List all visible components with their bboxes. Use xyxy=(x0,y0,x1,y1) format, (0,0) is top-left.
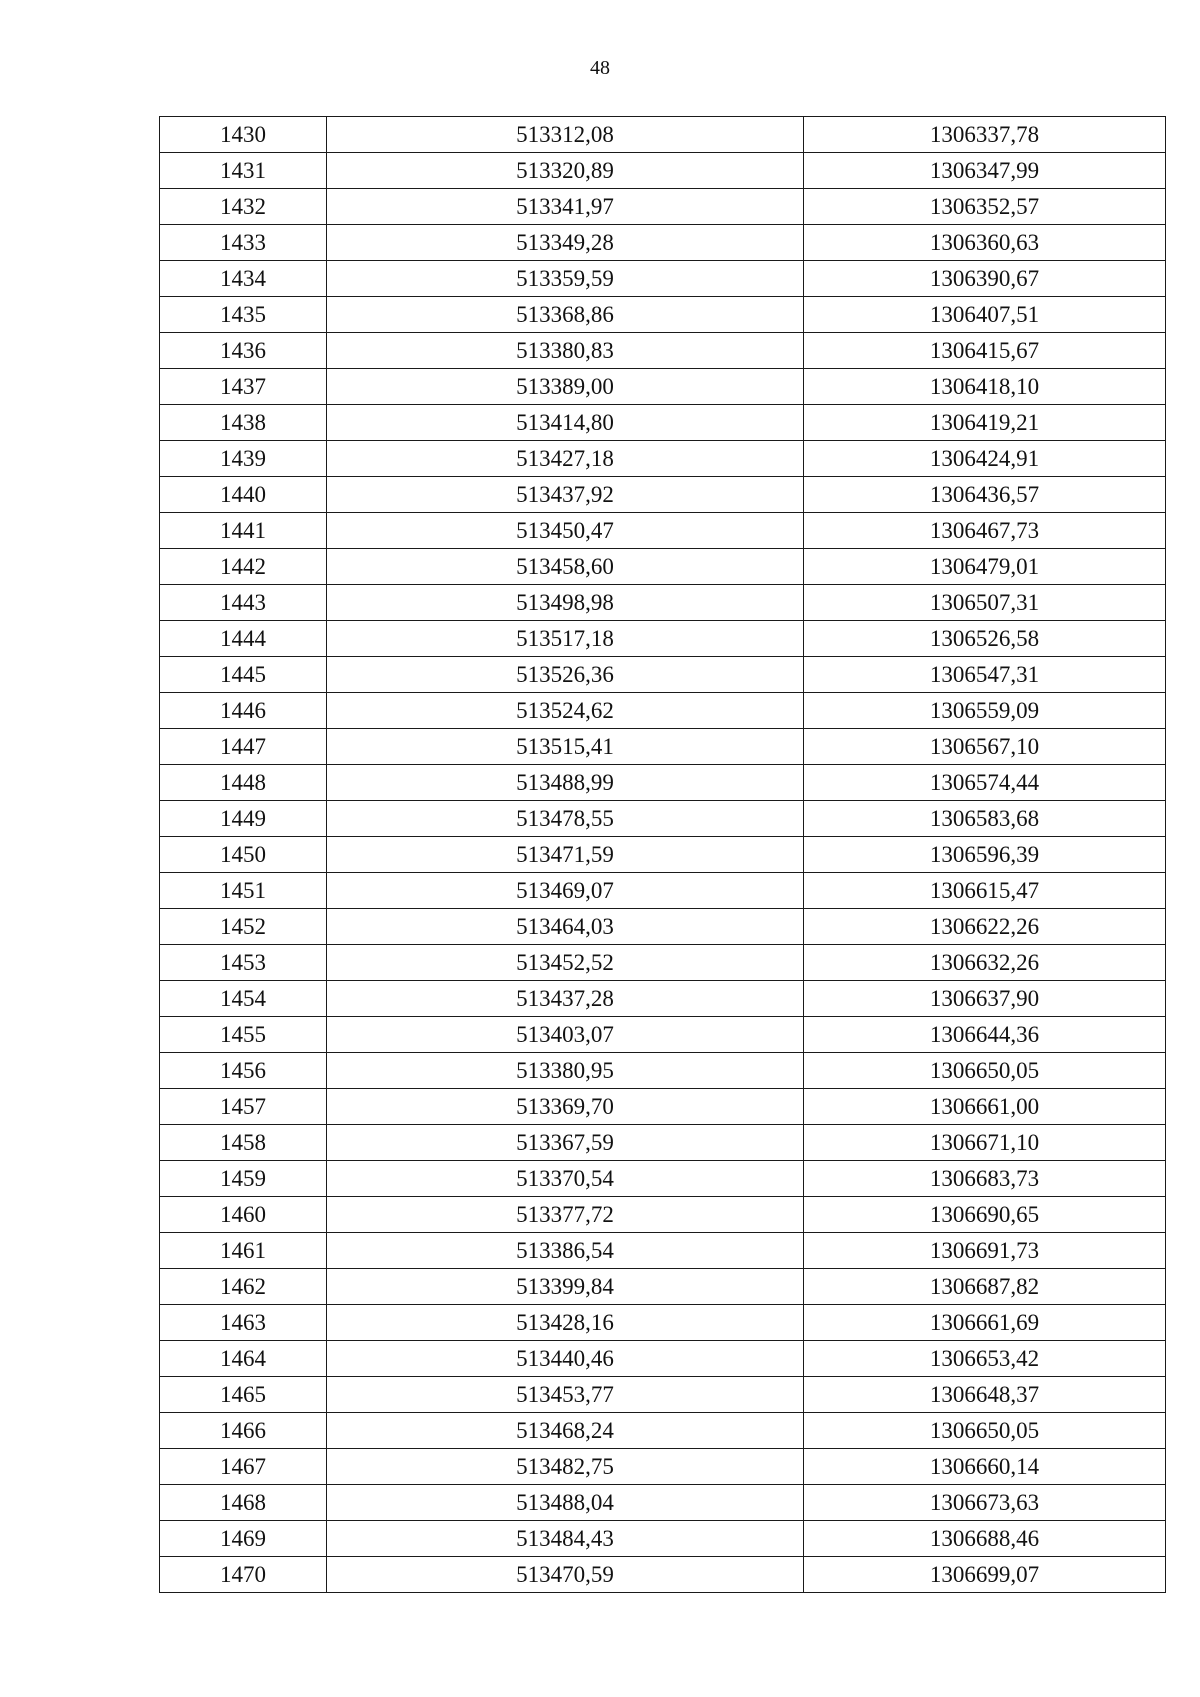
y-coordinate-cell: 1306644,36 xyxy=(804,1017,1166,1053)
table-row xyxy=(160,1017,1166,1053)
y-coordinate-cell: 1306661,00 xyxy=(804,1089,1166,1125)
y-coordinate-cell: 1306347,99 xyxy=(804,153,1166,189)
x-coordinate-cell: 513399,84 xyxy=(327,1269,804,1305)
x-coordinate-cell: 513524,62 xyxy=(327,693,804,729)
table-row xyxy=(160,1413,1166,1449)
x-coordinate-cell: 513450,47 xyxy=(327,513,804,549)
table-row xyxy=(160,117,1166,153)
x-coordinate-cell: 513470,59 xyxy=(327,1557,804,1593)
table-row xyxy=(160,1521,1166,1557)
point-number-cell: 1469 xyxy=(160,1521,327,1557)
x-coordinate-cell: 513368,86 xyxy=(327,297,804,333)
table-row xyxy=(160,801,1166,837)
x-coordinate-cell: 513367,59 xyxy=(327,1125,804,1161)
table-row xyxy=(160,225,1166,261)
table-row xyxy=(160,1485,1166,1521)
x-coordinate-cell: 513453,77 xyxy=(327,1377,804,1413)
x-coordinate-cell: 513349,28 xyxy=(327,225,804,261)
y-coordinate-cell: 1306690,65 xyxy=(804,1197,1166,1233)
table-row xyxy=(160,549,1166,585)
y-coordinate-cell: 1306687,82 xyxy=(804,1269,1166,1305)
y-coordinate-cell: 1306507,31 xyxy=(804,585,1166,621)
table-row xyxy=(160,369,1166,405)
point-number-cell: 1457 xyxy=(160,1089,327,1125)
point-number-cell: 1438 xyxy=(160,405,327,441)
point-number-cell: 1458 xyxy=(160,1125,327,1161)
x-coordinate-cell: 513414,80 xyxy=(327,405,804,441)
x-coordinate-cell: 513403,07 xyxy=(327,1017,804,1053)
x-coordinate-cell: 513469,07 xyxy=(327,873,804,909)
table-row xyxy=(160,1053,1166,1089)
point-number-cell: 1437 xyxy=(160,369,327,405)
point-number-cell: 1464 xyxy=(160,1341,327,1377)
point-number-cell: 1456 xyxy=(160,1053,327,1089)
point-number-cell: 1444 xyxy=(160,621,327,657)
y-coordinate-cell: 1306632,26 xyxy=(804,945,1166,981)
point-number-cell: 1454 xyxy=(160,981,327,1017)
x-coordinate-cell: 513380,83 xyxy=(327,333,804,369)
point-number-cell: 1450 xyxy=(160,837,327,873)
x-coordinate-cell: 513515,41 xyxy=(327,729,804,765)
table-row xyxy=(160,261,1166,297)
x-coordinate-cell: 513488,99 xyxy=(327,765,804,801)
x-coordinate-cell: 513428,16 xyxy=(327,1305,804,1341)
y-coordinate-cell: 1306547,31 xyxy=(804,657,1166,693)
x-coordinate-cell: 513464,03 xyxy=(327,909,804,945)
point-number-cell: 1448 xyxy=(160,765,327,801)
table-row xyxy=(160,1449,1166,1485)
point-number-cell: 1443 xyxy=(160,585,327,621)
point-number-cell: 1459 xyxy=(160,1161,327,1197)
x-coordinate-cell: 513312,08 xyxy=(327,117,804,153)
table-row xyxy=(160,1341,1166,1377)
y-coordinate-cell: 1306673,63 xyxy=(804,1485,1166,1521)
x-coordinate-cell: 513380,95 xyxy=(327,1053,804,1089)
table-row xyxy=(160,1269,1166,1305)
table-row xyxy=(160,153,1166,189)
point-number-cell: 1435 xyxy=(160,297,327,333)
point-number-cell: 1439 xyxy=(160,441,327,477)
y-coordinate-cell: 1306637,90 xyxy=(804,981,1166,1017)
table-row xyxy=(160,297,1166,333)
y-coordinate-cell: 1306648,37 xyxy=(804,1377,1166,1413)
table-row xyxy=(160,189,1166,225)
x-coordinate-cell: 513369,70 xyxy=(327,1089,804,1125)
point-number-cell: 1431 xyxy=(160,153,327,189)
point-number-cell: 1441 xyxy=(160,513,327,549)
x-coordinate-cell: 513526,36 xyxy=(327,657,804,693)
y-coordinate-cell: 1306526,58 xyxy=(804,621,1166,657)
point-number-cell: 1434 xyxy=(160,261,327,297)
table-row xyxy=(160,837,1166,873)
point-number-cell: 1446 xyxy=(160,693,327,729)
point-number-cell: 1433 xyxy=(160,225,327,261)
table-row xyxy=(160,1089,1166,1125)
y-coordinate-cell: 1306699,07 xyxy=(804,1557,1166,1593)
point-number-cell: 1451 xyxy=(160,873,327,909)
table-row xyxy=(160,765,1166,801)
table-row xyxy=(160,657,1166,693)
y-coordinate-cell: 1306407,51 xyxy=(804,297,1166,333)
point-number-cell: 1463 xyxy=(160,1305,327,1341)
table-row xyxy=(160,513,1166,549)
y-coordinate-cell: 1306574,44 xyxy=(804,765,1166,801)
table-row xyxy=(160,333,1166,369)
point-number-cell: 1461 xyxy=(160,1233,327,1269)
table-row xyxy=(160,945,1166,981)
y-coordinate-cell: 1306424,91 xyxy=(804,441,1166,477)
x-coordinate-cell: 513482,75 xyxy=(327,1449,804,1485)
x-coordinate-cell: 513458,60 xyxy=(327,549,804,585)
point-number-cell: 1455 xyxy=(160,1017,327,1053)
table-row xyxy=(160,1377,1166,1413)
table-row xyxy=(160,873,1166,909)
table-row xyxy=(160,585,1166,621)
point-number-cell: 1445 xyxy=(160,657,327,693)
point-number-cell: 1465 xyxy=(160,1377,327,1413)
x-coordinate-cell: 513488,04 xyxy=(327,1485,804,1521)
coordinates-table-body xyxy=(160,117,1166,1593)
point-number-cell: 1432 xyxy=(160,189,327,225)
point-number-cell: 1440 xyxy=(160,477,327,513)
point-number-cell: 1470 xyxy=(160,1557,327,1593)
point-number-cell: 1436 xyxy=(160,333,327,369)
x-coordinate-cell: 513370,54 xyxy=(327,1161,804,1197)
y-coordinate-cell: 1306390,67 xyxy=(804,261,1166,297)
y-coordinate-cell: 1306567,10 xyxy=(804,729,1166,765)
point-number-cell: 1430 xyxy=(160,117,327,153)
point-number-cell: 1468 xyxy=(160,1485,327,1521)
y-coordinate-cell: 1306415,67 xyxy=(804,333,1166,369)
table-row xyxy=(160,1557,1166,1593)
table-row xyxy=(160,405,1166,441)
x-coordinate-cell: 513484,43 xyxy=(327,1521,804,1557)
y-coordinate-cell: 1306436,57 xyxy=(804,477,1166,513)
table-row xyxy=(160,1197,1166,1233)
point-number-cell: 1466 xyxy=(160,1413,327,1449)
y-coordinate-cell: 1306653,42 xyxy=(804,1341,1166,1377)
coordinates-table xyxy=(159,116,1166,1593)
y-coordinate-cell: 1306418,10 xyxy=(804,369,1166,405)
table-row xyxy=(160,477,1166,513)
point-number-cell: 1449 xyxy=(160,801,327,837)
x-coordinate-cell: 513517,18 xyxy=(327,621,804,657)
table-row xyxy=(160,1125,1166,1161)
table-row xyxy=(160,1233,1166,1269)
table-row xyxy=(160,621,1166,657)
y-coordinate-cell: 1306660,14 xyxy=(804,1449,1166,1485)
x-coordinate-cell: 513320,89 xyxy=(327,153,804,189)
x-coordinate-cell: 513359,59 xyxy=(327,261,804,297)
page-number: 48 xyxy=(590,57,610,79)
x-coordinate-cell: 513389,00 xyxy=(327,369,804,405)
x-coordinate-cell: 513452,52 xyxy=(327,945,804,981)
y-coordinate-cell: 1306650,05 xyxy=(804,1053,1166,1089)
table-row xyxy=(160,441,1166,477)
x-coordinate-cell: 513427,18 xyxy=(327,441,804,477)
x-coordinate-cell: 513471,59 xyxy=(327,837,804,873)
x-coordinate-cell: 513478,55 xyxy=(327,801,804,837)
table-row xyxy=(160,1305,1166,1341)
point-number-cell: 1453 xyxy=(160,945,327,981)
y-coordinate-cell: 1306583,68 xyxy=(804,801,1166,837)
x-coordinate-cell: 513498,98 xyxy=(327,585,804,621)
y-coordinate-cell: 1306352,57 xyxy=(804,189,1166,225)
y-coordinate-cell: 1306615,47 xyxy=(804,873,1166,909)
point-number-cell: 1462 xyxy=(160,1269,327,1305)
x-coordinate-cell: 513437,92 xyxy=(327,477,804,513)
x-coordinate-cell: 513341,97 xyxy=(327,189,804,225)
table-row xyxy=(160,729,1166,765)
y-coordinate-cell: 1306467,73 xyxy=(804,513,1166,549)
y-coordinate-cell: 1306688,46 xyxy=(804,1521,1166,1557)
y-coordinate-cell: 1306479,01 xyxy=(804,549,1166,585)
point-number-cell: 1467 xyxy=(160,1449,327,1485)
x-coordinate-cell: 513377,72 xyxy=(327,1197,804,1233)
y-coordinate-cell: 1306559,09 xyxy=(804,693,1166,729)
x-coordinate-cell: 513468,24 xyxy=(327,1413,804,1449)
point-number-cell: 1447 xyxy=(160,729,327,765)
table-row xyxy=(160,909,1166,945)
y-coordinate-cell: 1306683,73 xyxy=(804,1161,1166,1197)
y-coordinate-cell: 1306661,69 xyxy=(804,1305,1166,1341)
y-coordinate-cell: 1306650,05 xyxy=(804,1413,1166,1449)
y-coordinate-cell: 1306671,10 xyxy=(804,1125,1166,1161)
y-coordinate-cell: 1306419,21 xyxy=(804,405,1166,441)
table-row xyxy=(160,693,1166,729)
y-coordinate-cell: 1306691,73 xyxy=(804,1233,1166,1269)
y-coordinate-cell: 1306337,78 xyxy=(804,117,1166,153)
x-coordinate-cell: 513437,28 xyxy=(327,981,804,1017)
table-row xyxy=(160,981,1166,1017)
y-coordinate-cell: 1306596,39 xyxy=(804,837,1166,873)
point-number-cell: 1452 xyxy=(160,909,327,945)
point-number-cell: 1442 xyxy=(160,549,327,585)
point-number-cell: 1460 xyxy=(160,1197,327,1233)
x-coordinate-cell: 513440,46 xyxy=(327,1341,804,1377)
x-coordinate-cell: 513386,54 xyxy=(327,1233,804,1269)
y-coordinate-cell: 1306360,63 xyxy=(804,225,1166,261)
y-coordinate-cell: 1306622,26 xyxy=(804,909,1166,945)
table-row xyxy=(160,1161,1166,1197)
